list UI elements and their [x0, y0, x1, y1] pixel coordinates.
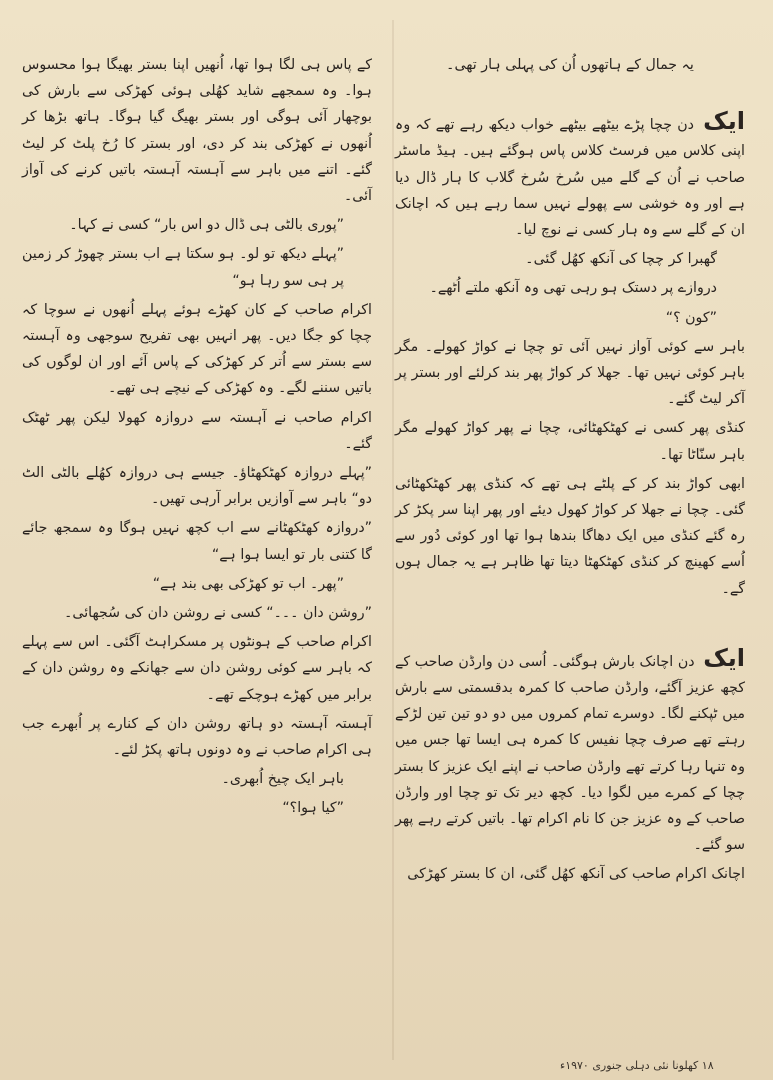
page-footer — [560, 1059, 714, 1072]
paragraph: آہستہ آہستہ دو ہاتھ روشن دان کے کنارے پر اُبھرے جب ہی اکرام صاحب نے وہ دونوں ہاتھ پکڑ لئے۔ — [22, 715, 372, 759]
section-gap — [395, 605, 745, 645]
paragraph: گھبرا کر چچا کی آنکھ کھُل گئی۔ — [525, 251, 717, 268]
paragraph: اکرام صاحب کے کان کھڑے ہوئے پہلے اُنھوں نے سوچا کہ چچا کو جگا دیں۔ پھر انہیں بھی تفریح سوجھی وہ آہستہ سے بستر سے اُتر کر کھڑکی کے پاس آئے اور ان لوگوں کی باتیں سننے لگے۔ وہ کھڑکی کے نیچے ہی تھے۔ — [22, 301, 372, 397]
paragraph: ابھی کواڑ بند کر کے پلٹے ہی تھے کہ کنڈی پھر کھٹکھٹائی گئی۔ چچا نے جھلا کر کواڑ کھول دیئے اور پھر اپنا سر پکڑ کر رہ گئے کنڈی میں ایک دھاگا بندھا ہوا تھا اور کوئی دُور سے اُسے کھینچ کر کنڈی کھٹکھٹا دیتا تھا ظاہر ہے یہ جمال ہوں گے۔ — [395, 475, 745, 597]
paragraph: اکرام صاحب کے ہونٹوں پر مسکراہٹ آگئی۔ اس سے پہلے کہ باہر سے کوئی روشن دان سے جھانکے وہ روشن دان کے برابر میں کھڑے ہوچکے تھے۔ — [22, 634, 372, 703]
paragraph: باہر ایک چیخ اُبھری۔ — [221, 771, 344, 788]
paragraph: کے پاس ہی لگا ہوا تھا، اُنھیں اپنا بستر بھیگا ہوا محسوس ہوا۔ وہ سمجھے شاید کھُلی ہوئی کھڑکی سے بارش کی بوچھار آئی ہوگی اور بستر بھیگ گیا ہوگا۔ ہاتھ بڑھا کر اُنھوں نے کھڑکی بند کر دی، اور بستر کا رُخ پلٹ کر لیٹ گئے۔ اتنے میں باہر سے آہستہ آہستہ باتیں کرنے کی آواز آئی۔ — [22, 57, 373, 205]
paragraph-text: دن چچا پڑے بیٹھے بیٹھے خواب دیکھ رہے تھے کہ وہ اپنی کلاس میں فرسٹ کلاس پاس ہوگئے ہیں۔ ہیڈ ماسٹر صاحب نے اُن کے گلے میں سُرخ سُرخ گلاب کا ہار ڈال دیا ہے اور وہ خوشی سے پھولے نہیں سما رہے ہیں کہ اچانک ان کے گلے سے وہ ہار کسی نے نوچ لیا۔ — [395, 117, 745, 239]
paragraph — [395, 645, 745, 859]
right-column — [395, 52, 745, 891]
paragraph: باہر سے کوئی آواز نہیں آئی تو چچا نے کواڑ کھولے۔ مگر باہر کوئی نہیں تھا۔ جھلا کر کواڑ پھر بند کرلئے اور بستر پر آکر لیٹ گئے۔ — [395, 338, 745, 408]
dropcap-word: ایک — [703, 643, 745, 672]
paragraph: اکرام صاحب نے آہستہ سے دروازہ کھولا لیکن پھر ٹھٹک گئے۔ — [22, 409, 372, 452]
dropcap-word: ایک — [703, 107, 745, 136]
page-fold-line — [392, 20, 394, 1060]
paragraph: ”دروازہ کھٹکھٹانے سے اب کچھ نہیں ہوگا وہ سمجھ جائے گا کتنی بار تو ایسا ہوا ہے“ — [22, 520, 372, 563]
issue-info: کھلونا نئی دہلی جنوری ۱۹۷۰ء — [560, 1059, 699, 1072]
paragraph: ”پھر۔ اب تو کھڑکی بھی بند ہے“ — [152, 575, 344, 592]
page-number: ۱۸ — [701, 1059, 714, 1072]
paragraph: ”پوری بالٹی ہی ڈال دو اس بار“ کسی نے کہا۔ — [69, 217, 344, 234]
paragraph: دروازے پر دستک ہو رہی تھی وہ آنکھ ملتے اُٹھے۔ — [429, 280, 717, 297]
paragraph: ”پہلے دروازہ کھٹکھٹاؤ۔ جیسے ہی دروازہ کھُلے بالٹی الٹ دو“ باہر سے آوازیں برابر آرہی تھیں۔ — [22, 465, 372, 508]
paragraph: ”روشن دان ۔۔۔“ کسی نے روشن دان کی سُجھائی۔ — [64, 605, 372, 622]
paragraph-text: دن اچانک بارش ہوگئی۔ اُسی دن وارڈن صاحب کے کچھ عزیز آگئے، وارڈن صاحب کا کمرہ بدقسمتی سے بارش میں ٹپکنے لگا۔ دوسرے تمام کمروں میں دو دو تین تین لڑکے رہتے تھے صرف چچا نفیس کا کمرہ ہی ایسا تھا جس میں وہ تنہا رہا کرتے تھے وارڈن صاحب نے اپنے ایک عزیز کا بستر چچا کے کمرے میں لگوا دیا۔ کچھ دیر تک تو چچا اور وارڈن صاحب کے وہ عزیز جن کا نام اکرام تھا۔ باتیں کرتے رہے پھر سو گئے۔ — [395, 653, 745, 854]
paragraph: اچانک اکرام صاحب کی آنکھ کھُل گئی، ان کا بستر کھڑکی — [407, 866, 745, 883]
paragraph: ”کون ؟“ — [665, 309, 717, 326]
paragraph: کنڈی پھر کسی نے کھٹکھٹائی، چچا نے پھر کواڑ کھولے مگر باہر سنّاٹا تھا۔ — [395, 420, 745, 463]
left-column — [22, 52, 372, 825]
paragraph: یہ جمال کے ہاتھوں اُن کی پہلی ہار تھی۔ — [446, 57, 694, 73]
paragraph — [395, 108, 745, 243]
paragraph: ”کیا ہوا؟“ — [282, 800, 344, 817]
paragraph: ”پہلے دیکھ تو لو۔ ہو سکتا ہے اب بستر چھوڑ کر زمین پر ہی سو رہا ہو“ — [22, 246, 344, 289]
